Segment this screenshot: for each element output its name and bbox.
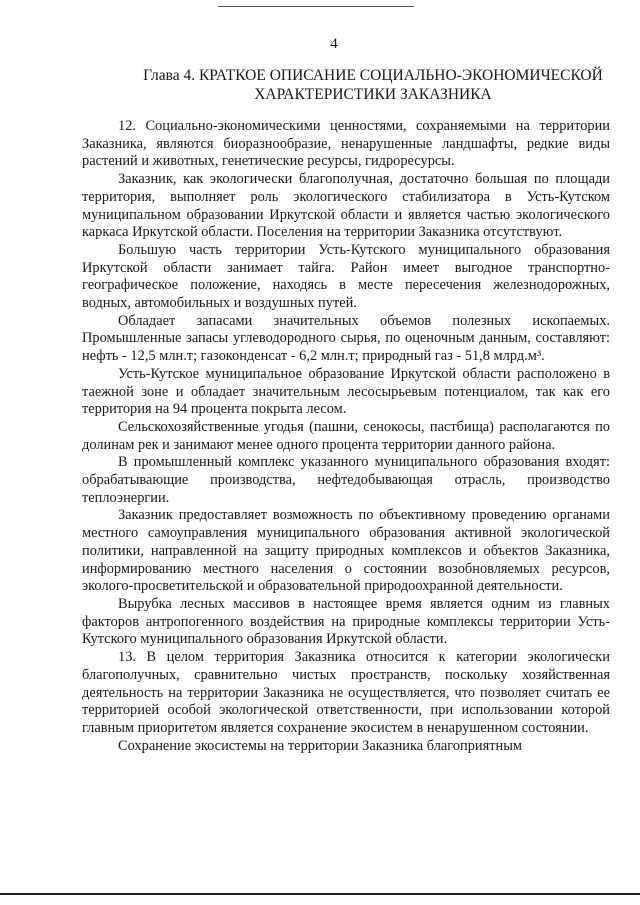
paragraph: Большую часть территории Усть-Кутского муниципального образования Иркутской области занимает тайга. Район имеет выгодное транспортно-географическое положение, находясь в месте пересечения железнодорожных, водных, автомобильных и воздушных путей. <box>82 241 610 312</box>
paragraph: Сельскохозяйственные угодья (пашни, сенокосы, пастбища) располагаются по долинам рек и занимают менее одного процента территории данного района. <box>82 418 610 453</box>
page-number: 4 <box>330 36 338 52</box>
paragraph: 13. В целом территория Заказника относится к категории экологически благополучных, сравнительно чистых пространств, поскольку хозяйственная деятельность на территории Заказника не осуществляется, что позволяет считать ее территорией особой экологической ответственности, при использовании которой главным приоритетом является сохранение экосистем в ненарушенном состоянии. <box>82 649 610 736</box>
paragraph: В промышленный комплекс указанного муниципального образования входят: обрабатывающие производства, нефтедобывающая отрасль, производство теплоэнергии. <box>82 454 610 506</box>
chapter-title-line2: ХАРАКТЕРИСТИКИ ЗАКАЗНИКА <box>254 86 492 103</box>
bottom-rule <box>0 893 640 895</box>
chapter-title <box>118 66 628 104</box>
paragraph: Заказник предоставляет возможность по объективному проведению органами местного самоуправления муниципального образования активной экологической политики, направленной на защиту природных комплексов и объектов Заказника, информированию местного населения о состоянии возобновляемых ресурсов, эколого-просветительской и образовательной природоохранной деятельности. <box>82 507 610 595</box>
paragraph: Усть-Кутское муниципальное образование Иркутской области расположено в таежной зоне и обладает значительным лесосырьевым потенциалом, так как его территория на 94 процента покрыта лесом. <box>82 365 610 418</box>
body-text <box>82 118 610 755</box>
paragraph: 12. Социально-экономическими ценностями, сохраняемыми на территории Заказника, являются биоразнообразие, ненарушенные ландшафты, редкие виды растений и животных, генетические ресурсы, гидроресурсы. <box>82 118 610 170</box>
paragraph: Заказник, как экологически благополучная, достаточно большая по площади территория, выполняет роль экологического стабилизатора в Усть-Кутском муниципальном образовании Иркутской области и является частью экологического каркаса Иркутской области. Поселения на территории Заказника отсутствуют. <box>82 171 610 241</box>
chapter-title-line1: Глава 4. КРАТКОЕ ОПИСАНИЕ СОЦИАЛЬНО-ЭКОНОМИЧЕСКОЙ <box>143 67 603 84</box>
paragraph: Вырубка лесных массивов в настоящее время является одним из главных факторов антропогенного воздействия на природные комплексы территории Усть-Кутского муниципального образования Иркутской области. <box>82 595 610 648</box>
top-rule <box>218 6 414 7</box>
paragraph: Обладает запасами значительных объемов полезных ископаемых. Промышленные запасы углеводородного сырья, по оценочным данным, составляют: нефть - 12,5 млн.т; газоконденсат - 6,2 млн.т; природный газ - 51,8 млрд.м³. <box>82 312 610 365</box>
paragraph: Сохранение экосистемы на территории Заказника благоприятным <box>118 737 523 754</box>
